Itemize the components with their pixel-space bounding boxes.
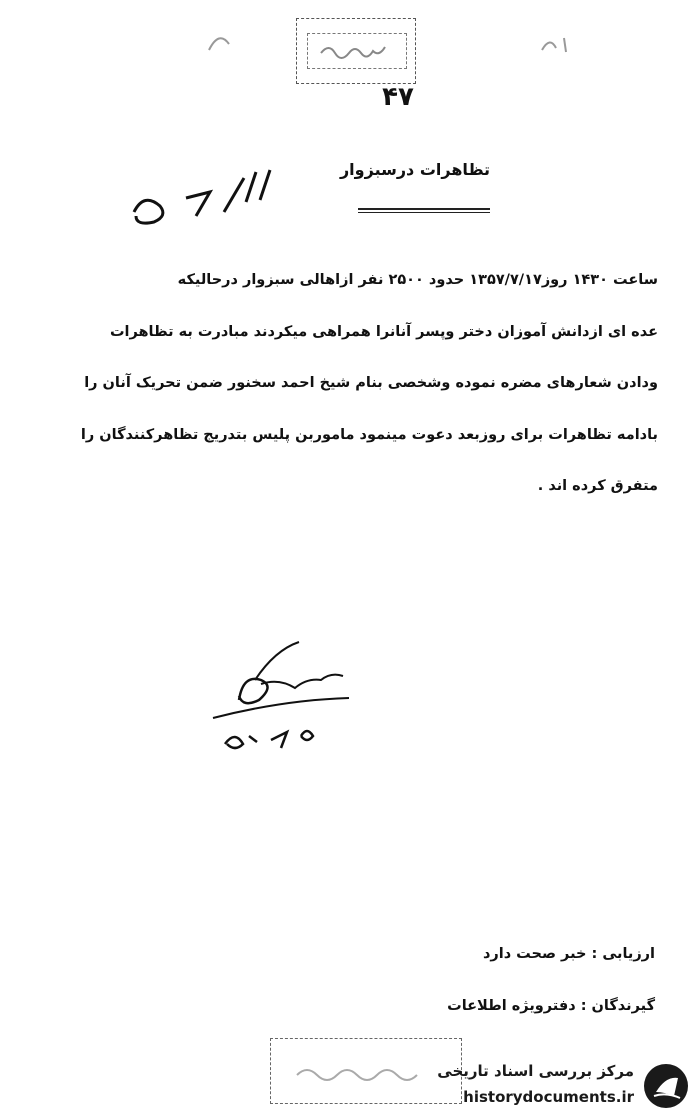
body-line: ساعت ۱۴۳۰ روز۱۳۵۷/۷/۱۷ حدود ۲۵۰۰ نفر ازاهالی سبزوار درحالیکه [177,272,658,288]
archive-logo-icon [642,1062,690,1110]
top-stamp-box [296,18,416,84]
top-right-faint-mark [538,32,578,56]
title-underline [358,208,490,214]
watermark-title: مرکز بررسی اسناد تاریخی [437,1062,634,1080]
body-line: بادامه تظاهرات برای روزبعد دعوت مینمود ماموربن پلیس بتدریج تظاهرکنندگان را [80,426,658,443]
handwritten-signature [205,640,365,760]
body-line: متفرق کرده اند . [537,478,658,494]
bottom-stamp-scribble [295,1061,435,1085]
document-title: تظاهرات درسبزوار [339,160,491,179]
watermark-url: historydocuments.ir [463,1088,634,1106]
stamp-scribble [319,41,395,61]
handwritten-date-mark [128,168,278,238]
body-line: عده ای ازدانش آموزان دختر وپسر آنانرا همراهی میکردند مبادرت به تظاهرات [109,323,658,340]
recipients-line: گیرندگان : دفترویژه اطلاعات [447,998,655,1014]
evaluation-line: ارزیابی : خبر صحت دارد [482,946,655,962]
body-line: ودادن شعارهای مضره نموده وشخصی بنام شیخ احمد سخنور ضمن تحریک آنان را [84,375,658,391]
document-body [48,255,658,513]
top-left-faint-mark [205,30,235,56]
archive-watermark [420,1058,690,1114]
page-number: ۴۷ [382,82,414,112]
